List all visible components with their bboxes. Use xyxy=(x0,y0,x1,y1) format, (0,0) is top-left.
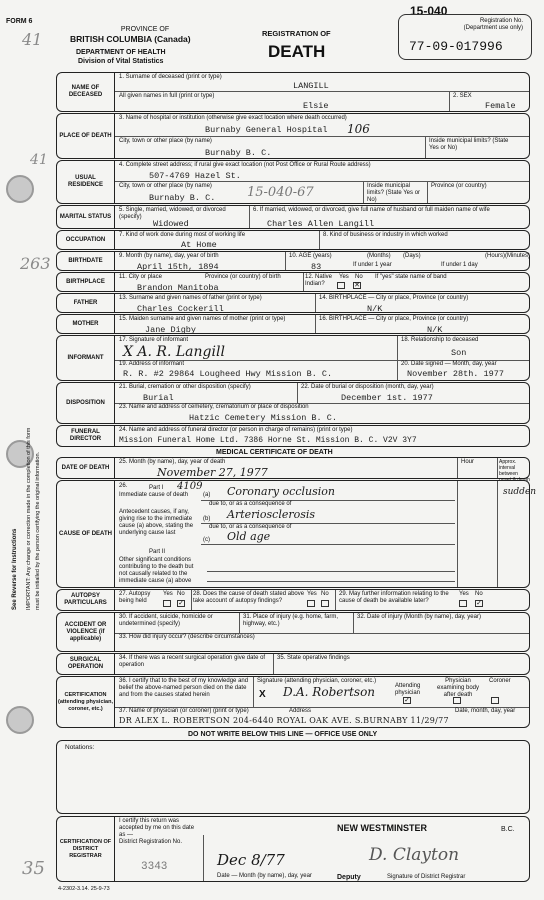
label-disposition: DISPOSITION xyxy=(57,383,115,423)
date-of-death: November 27, 1977 xyxy=(157,466,268,479)
city-of-death: Burnaby B. C. xyxy=(205,148,272,158)
label-residence: USUAL RESIDENCE xyxy=(57,161,115,203)
interval-a: sudden xyxy=(503,487,537,497)
section-deceased xyxy=(56,72,530,112)
other-conditions-label: Other significant conditions contributing to the death but not causally related to the immediate cause (a) above xyxy=(119,557,194,584)
findings-yes-box[interactable] xyxy=(307,600,315,607)
section-informant xyxy=(56,335,530,381)
label-occupation: OCCUPATION xyxy=(57,231,115,249)
field-27-label: 27. Autopsy being held xyxy=(119,591,151,604)
registration-box xyxy=(398,14,532,60)
section-autopsy xyxy=(56,589,530,611)
label-marital: MARITAL STATUS xyxy=(57,206,115,228)
field-35-label: 35. State operative findings xyxy=(277,655,350,661)
street-address: 507-4769 Hazel St. xyxy=(149,171,241,181)
field-7-label: 7. Kind of work done during most of working life xyxy=(119,232,246,238)
cause-number: 4109 xyxy=(177,481,203,492)
birth-date: April 15th, 1894 xyxy=(137,262,219,272)
cause-c: Old age xyxy=(227,530,271,543)
label-cause-of-death: CAUSE OF DEATH xyxy=(57,481,115,587)
cemetery: Hatzic Cemetery Mission B. C. xyxy=(189,413,337,423)
district-place: NEW WESTMINSTER xyxy=(337,823,427,833)
field-34-label: 34. If there was a recent surgical operation give date of operation xyxy=(119,655,266,668)
section-mother xyxy=(56,314,530,334)
field-3-label: 3. Name of hospital or institution (otherwise give exact location where death occurred) xyxy=(119,115,347,121)
registrar-signature: D. Clayton xyxy=(369,845,460,865)
findings-yes: Yes xyxy=(307,591,317,597)
age-years: 83 xyxy=(311,262,322,272)
side-important: IMPORTANT: Any change or correction made in the completion of this form xyxy=(26,427,32,610)
cause-a: Coronary occlusion xyxy=(227,485,335,498)
examining-label: Physician examining body after death xyxy=(436,678,480,698)
label-date-of-death: DATE OF DEATH xyxy=(57,458,115,478)
field-12-label: 12. Native Indian? xyxy=(305,274,333,287)
registrar-date-label: Date — Month (by name), day, year xyxy=(217,873,312,879)
margin-number: 263 xyxy=(20,254,51,273)
hand-code: 15-040-67 xyxy=(247,185,314,200)
cause-due-2: due to, or as a consequence of xyxy=(209,524,292,530)
signature-label: Signature (attending physician, coroner, etc.) xyxy=(257,678,377,684)
field-22-label: 22. Date of burial or disposition (month, day, year) xyxy=(301,384,434,390)
field-13-label: 13. Surname and given names of father (print or type) xyxy=(119,295,262,301)
field-25-label: 25. Month (by name), day, year of death xyxy=(119,459,226,465)
cause-b-marker: (b) xyxy=(203,516,211,522)
registration-sub: (Department use only) xyxy=(463,25,523,31)
hand-number: 106 xyxy=(347,122,370,136)
section-place-of-death xyxy=(56,113,530,159)
stamp-number: 15-040 xyxy=(410,4,448,18)
part-2: Part II xyxy=(149,549,166,555)
autopsy-no: No xyxy=(177,591,185,597)
section-date-of-death xyxy=(56,457,530,483)
form-number: FORM 6 xyxy=(6,18,33,25)
band-label: If "yes" state name of band xyxy=(375,274,447,280)
birthplace-value: Brandon Manitoba xyxy=(137,283,219,293)
section-funeral-director xyxy=(56,425,530,447)
registrar-sig-label: Signature of District Registrar xyxy=(387,874,466,880)
residence-province-label: Province (or country) xyxy=(431,183,487,189)
field-26-label: 26. xyxy=(119,483,128,489)
field-10-label: 10. AGE (years) xyxy=(289,253,332,259)
field-21-label: 21. Burial, cremation or other disposition (specify) xyxy=(119,384,251,390)
residence-city-label: City, town or other place (by name) xyxy=(119,183,212,189)
surname: LANGILL xyxy=(293,81,329,91)
province-of: PROVINCE OF xyxy=(120,26,170,33)
hospital: Burnaby General Hospital xyxy=(205,125,328,135)
age-days: (Days) xyxy=(403,253,421,259)
part-1: Part I xyxy=(149,485,164,491)
label-accident: ACCIDENT OR VIOLENCE (if applicable) xyxy=(57,613,115,651)
under-1-year: If under 1 year xyxy=(353,262,392,268)
field-20-label: 20. Date signed — Month, day, year xyxy=(401,361,497,367)
coroner-label: Coroner xyxy=(489,678,511,684)
page-title: DEATH xyxy=(268,42,326,61)
bc-label: B.C. xyxy=(501,826,515,833)
field-18-label: 18. Relationship to deceased xyxy=(401,337,479,343)
field-24-label: 24. Name and address of funeral director (or person in charge of remains) (print or type) xyxy=(119,427,353,433)
further-no-box[interactable]: ✓ xyxy=(476,600,482,607)
field-6-label: 6. If married, widowed, or divorced, give full name of husband or full maiden name of wife xyxy=(253,207,490,213)
side-instructions: See Reverse for Instructions xyxy=(12,528,18,610)
section-certification xyxy=(56,676,530,728)
certify-text: I certify this return was accepted by me on this date as — xyxy=(119,818,195,838)
inside-limits-label: Inside municipal limits? (State Yes or No) xyxy=(429,138,509,151)
further-yes: Yes xyxy=(459,591,469,597)
label-mother: MOTHER xyxy=(57,315,115,333)
division: Division of Vital Statistics xyxy=(78,58,164,65)
label-autopsy: AUTOPSY PARTICULARS xyxy=(57,590,115,610)
given-names-label: All given names in full (print or type) xyxy=(119,93,215,99)
field-31-label: 31. Place of injury (e.g. home, farm, highway, etc.) xyxy=(243,614,339,627)
relationship: Son xyxy=(451,348,467,358)
section-disposition xyxy=(56,382,530,424)
margin-number: 41 xyxy=(22,30,43,49)
hour-label: Hour xyxy=(461,459,475,465)
section-residence xyxy=(56,160,530,204)
section-accident xyxy=(56,612,530,652)
deputy-label: Deputy xyxy=(337,874,361,881)
residence-city: Burnaby B. C. xyxy=(149,193,216,203)
department: DEPARTMENT OF HEALTH xyxy=(76,49,166,56)
native-no-checkbox[interactable]: ✕ xyxy=(354,282,360,289)
field-37-label: 37. Name of physician (or coroner) (print or type) xyxy=(119,708,249,714)
label-certification: CERTIFICATION (attending physician, coroner, etc.) xyxy=(57,677,115,727)
field-8-label: 8. Kind of business or industry in which worked xyxy=(323,232,448,238)
attending-box[interactable]: ✓ xyxy=(404,697,410,704)
field-36-label: 36. I certify that to the best of my knowledge and belief the above-named person died on the date and from the causes stated herein xyxy=(119,678,249,698)
sex-value: Female xyxy=(485,101,516,111)
label-birthplace: BIRTHPLACE xyxy=(57,273,115,291)
funeral-home: Mission Funeral Home Ltd. 7386 Horne St. Mission B. C. V2V 3Y7 xyxy=(119,436,417,445)
label-funeral-director: FUNERAL DIRECTOR xyxy=(57,426,115,446)
field-4-label: 4. Complete street address; if rural give exact location (not Post Office or Rural Route address) xyxy=(119,162,371,168)
mother-name: Jane Digby xyxy=(145,325,197,335)
label-father: FATHER xyxy=(57,294,115,312)
disposition-date: December 1st. 1977 xyxy=(341,393,433,403)
native-no: No xyxy=(355,274,363,280)
date-signed-label: Date, month, day, year xyxy=(455,708,516,714)
sex-label: 2. SEX xyxy=(453,93,472,99)
registration-label: Registration No. xyxy=(479,18,523,24)
informant-signature: X A. R. Langill xyxy=(123,344,225,360)
label-place-of-death: PLACE OF DEATH xyxy=(57,114,115,158)
native-yes: Yes xyxy=(339,274,349,280)
section-occupation xyxy=(56,230,530,250)
margin-number: 41 xyxy=(30,152,48,168)
district-no: 3343 xyxy=(141,861,168,873)
native-yes-checkbox[interactable] xyxy=(337,282,345,289)
autopsy-no-box[interactable]: ✓ xyxy=(178,600,184,607)
attending-label: Attending physician xyxy=(395,683,421,696)
punch-hole xyxy=(6,175,34,203)
field-17-label: 17. Signature of informant xyxy=(119,337,189,343)
medical-title: MEDICAL CERTIFICATE OF DEATH xyxy=(216,449,333,456)
section-father xyxy=(56,293,530,313)
section-marital xyxy=(56,205,530,229)
findings-no-box[interactable] xyxy=(321,600,329,607)
age-minutes: (Minutes) xyxy=(505,253,531,259)
address-label: Address xyxy=(289,708,312,714)
punch-hole xyxy=(6,706,34,734)
informant-date: November 28th. 1977 xyxy=(407,369,504,379)
antecedent-label: Antecedent causes, if any, giving rise to the immediate cause (a) above, stating the underlying cause last xyxy=(119,509,194,536)
sign-x: X xyxy=(259,689,266,700)
findings-no: No xyxy=(321,591,329,597)
label-district-registrar: CERTIFICATION OF DISTRICT REGISTRAR xyxy=(57,817,115,881)
field-15-label: 15. Maiden surname and given names of mother (print or type) xyxy=(119,316,286,322)
immediate-cause-label: Immediate cause of death xyxy=(119,492,189,498)
office-use-title: DO NOT WRITE BELOW THIS LINE — OFFICE USE ONLY xyxy=(188,731,378,738)
field-11-label: 11. City or place xyxy=(119,274,162,280)
field-23-label: 23. Name and address of cemetery, crematorium or place of disposition xyxy=(119,404,309,410)
examining-box[interactable] xyxy=(453,697,461,704)
field-14-label: 14. BIRTHPLACE — City or place, Province (or country) xyxy=(319,295,469,301)
physician-name: DR ALEX L. ROBERTSON 204-6440 ROYAL OAK AVE. S.BURNABY 11/29/77 xyxy=(119,716,449,725)
informant-address: R. R. #2 29864 Lougheed Hwy Mission B. C. xyxy=(123,369,333,379)
label-informant: INFORMANT xyxy=(57,336,115,380)
interval-label: Approx. interval between onset & death xyxy=(499,459,530,483)
field-16-label: 16. BIRTHPLACE — City or place, Province (or country) xyxy=(319,316,469,322)
district-no-label: District Registration No. xyxy=(119,839,183,845)
field-32-label: 32. Date of injury (Month (by name), day, year) xyxy=(357,614,481,620)
registration-number: 77-09-017996 xyxy=(409,39,503,54)
section-district-registrar xyxy=(56,816,530,882)
label-deceased: NAME OF DECEASED xyxy=(57,73,115,111)
notations-label: Notations: xyxy=(65,744,95,751)
further-yes-box[interactable] xyxy=(459,600,467,607)
label-birthdate: BIRTHDATE xyxy=(57,252,115,270)
residence-inside-label: Inside municipal limits? (State Yes or No) xyxy=(367,183,421,203)
cause-c-marker: (c) xyxy=(203,537,210,543)
cause-a-marker: (a) xyxy=(203,492,211,498)
coroner-box[interactable] xyxy=(491,697,499,704)
age-hours: (Hours) xyxy=(485,253,506,259)
form-code: 4-2302-3.14. 25-9-73 xyxy=(58,886,110,892)
under-1-day: If under 1 day xyxy=(441,262,478,268)
registration-of: REGISTRATION OF xyxy=(262,29,331,38)
cause-due-1: due to, or as a consequence of xyxy=(209,501,292,507)
field-19-label: 19. Address of informant xyxy=(119,361,185,367)
section-birthdate xyxy=(56,251,530,271)
father-name: Charles Cockerill xyxy=(137,304,224,314)
field-33-label: 33. How did injury occur? (describe circumstances) xyxy=(119,634,255,640)
occupation-value: At Home xyxy=(181,240,217,250)
spouse-name: Charles Allen Langill xyxy=(267,219,375,229)
section-birthplace xyxy=(56,272,530,292)
father-birthplace: N/K xyxy=(367,304,383,314)
cause-b: Arteriosclerosis xyxy=(227,508,316,521)
field-30-label: 30. If accident, suicide, homicide or undetermined (specify) xyxy=(119,614,213,627)
autopsy-yes-box[interactable] xyxy=(163,600,171,607)
section-cause-of-death xyxy=(56,480,537,588)
city-label: City, town or other place (by name) xyxy=(119,138,212,144)
label-surgical: SURGICAL OPERATION xyxy=(57,654,115,674)
section-notations xyxy=(56,740,530,814)
given-names: Elsie xyxy=(303,101,329,111)
mother-birthplace: N/K xyxy=(427,325,443,335)
side-important-2: must be initialled by the person certifying the original information. xyxy=(35,451,41,610)
marital-status: Widowed xyxy=(153,219,189,229)
field-29-label: 29. May further information relating to the cause of death be available later? xyxy=(339,591,449,604)
section-surgical xyxy=(56,653,530,675)
age-months: (Months) xyxy=(367,253,391,259)
province-of-birth-label: Province (or country) of birth xyxy=(205,274,281,280)
registrar-date: Dec 8/77 xyxy=(217,851,285,869)
further-no: No xyxy=(475,591,483,597)
province-name: BRITISH COLUMBIA (Canada) xyxy=(70,34,191,44)
field-9-label: 9. Month (by name), day, year of birth xyxy=(119,253,219,259)
field-5-label: 5. Single, married, widowed, or divorced (specify) xyxy=(119,207,226,220)
disposition-type: Burial xyxy=(143,393,174,403)
field-28-label: 28. Does the cause of death stated above take account of autopsy findings? xyxy=(193,591,305,604)
autopsy-yes: Yes xyxy=(163,591,173,597)
margin-number: 35 xyxy=(22,858,45,879)
physician-signature: D.A. Robertson xyxy=(283,685,376,699)
field-1-label: 1. Surname of deceased (print or type) xyxy=(119,74,222,80)
